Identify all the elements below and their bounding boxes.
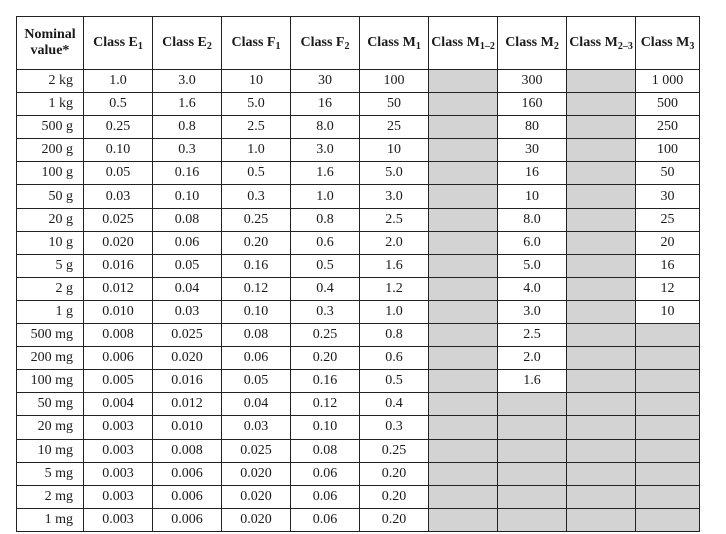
table-cell: 10 xyxy=(498,185,567,208)
table-cell: 0.10 xyxy=(222,300,291,323)
table-cell: 20 xyxy=(636,231,700,254)
shaded-empty-cell xyxy=(429,439,498,462)
table-cell: 1 000 xyxy=(636,70,700,93)
shaded-empty-cell xyxy=(429,254,498,277)
column-header-label: Nominal value* xyxy=(24,27,76,58)
column-header-label: Class E xyxy=(162,35,207,50)
table-row xyxy=(17,139,700,162)
table-cell: 0.008 xyxy=(84,324,153,347)
nominal-value-cell: 100 g xyxy=(17,162,84,185)
shaded-empty-cell xyxy=(498,393,567,416)
table-row xyxy=(17,93,700,116)
table-cell: 16 xyxy=(498,162,567,185)
column-header-class xyxy=(360,17,429,70)
table-cell: 0.20 xyxy=(360,508,429,531)
shaded-empty-cell xyxy=(567,462,636,485)
nominal-value-cell: 500 g xyxy=(17,116,84,139)
table-cell: 0.16 xyxy=(153,162,222,185)
shaded-empty-cell xyxy=(429,347,498,370)
nominal-value-cell: 500 mg xyxy=(17,324,84,347)
shaded-empty-cell xyxy=(429,370,498,393)
table-cell: 8.0 xyxy=(291,116,360,139)
table-cell: 0.4 xyxy=(291,277,360,300)
table-cell: 0.10 xyxy=(153,185,222,208)
table-cell: 2.0 xyxy=(360,231,429,254)
column-header-subscript: 2 xyxy=(206,41,212,52)
shaded-empty-cell xyxy=(429,93,498,116)
column-header-class xyxy=(429,17,498,70)
table-row xyxy=(17,116,700,139)
table-cell: 0.20 xyxy=(222,231,291,254)
shaded-empty-cell xyxy=(429,485,498,508)
table-cell: 1.0 xyxy=(360,300,429,323)
shaded-empty-cell xyxy=(567,139,636,162)
table-row xyxy=(17,393,700,416)
shaded-empty-cell xyxy=(429,508,498,531)
table-cell: 10 xyxy=(360,139,429,162)
nominal-value-cell: 2 g xyxy=(17,277,84,300)
table-wrapper xyxy=(16,16,700,532)
shaded-empty-cell xyxy=(567,254,636,277)
table-cell: 0.08 xyxy=(222,324,291,347)
table-cell: 0.5 xyxy=(84,93,153,116)
table-cell: 30 xyxy=(291,70,360,93)
nominal-value-cell: 1 kg xyxy=(17,93,84,116)
table-row xyxy=(17,439,700,462)
shaded-empty-cell xyxy=(429,324,498,347)
table-cell: 10 xyxy=(222,70,291,93)
table-cell: 5.0 xyxy=(222,93,291,116)
column-header-class xyxy=(498,17,567,70)
table-cell: 2.5 xyxy=(222,116,291,139)
table-cell: 0.03 xyxy=(84,185,153,208)
column-header-class xyxy=(636,17,700,70)
table-cell: 0.020 xyxy=(222,485,291,508)
table-cell: 0.08 xyxy=(291,439,360,462)
table-cell: 4.0 xyxy=(498,277,567,300)
table-cell: 0.025 xyxy=(153,324,222,347)
table-cell: 12 xyxy=(636,277,700,300)
table-cell: 6.0 xyxy=(498,231,567,254)
shaded-empty-cell xyxy=(567,93,636,116)
table-cell: 8.0 xyxy=(498,208,567,231)
table-cell: 0.04 xyxy=(153,277,222,300)
shaded-empty-cell xyxy=(567,393,636,416)
table-cell: 80 xyxy=(498,116,567,139)
nominal-value-cell: 1 g xyxy=(17,300,84,323)
table-header xyxy=(17,17,700,70)
shaded-empty-cell xyxy=(636,393,700,416)
column-header-subscript: 3 xyxy=(689,41,695,52)
shaded-empty-cell xyxy=(567,116,636,139)
column-header-label: Class E xyxy=(93,35,138,50)
table-cell: 0.025 xyxy=(222,439,291,462)
shaded-empty-cell xyxy=(636,324,700,347)
table-cell: 0.006 xyxy=(84,347,153,370)
table-row xyxy=(17,208,700,231)
table-cell: 250 xyxy=(636,116,700,139)
column-header-label: Class M xyxy=(505,35,554,50)
shaded-empty-cell xyxy=(567,185,636,208)
table-row xyxy=(17,231,700,254)
table-row xyxy=(17,254,700,277)
table-cell: 100 xyxy=(360,70,429,93)
table-cell: 0.5 xyxy=(222,162,291,185)
nominal-value-cell: 200 g xyxy=(17,139,84,162)
table-cell: 0.06 xyxy=(153,231,222,254)
shaded-empty-cell xyxy=(429,185,498,208)
table-cell: 3.0 xyxy=(291,139,360,162)
column-header-subscript: 1 xyxy=(415,41,421,52)
shaded-empty-cell xyxy=(567,347,636,370)
table-cell: 0.3 xyxy=(291,300,360,323)
table-cell: 0.06 xyxy=(291,462,360,485)
table-cell: 1.0 xyxy=(84,70,153,93)
table-cell: 50 xyxy=(360,93,429,116)
shaded-empty-cell xyxy=(636,416,700,439)
table-cell: 10 xyxy=(636,300,700,323)
table-cell: 0.003 xyxy=(84,462,153,485)
column-header-subscript: 2 xyxy=(553,41,559,52)
table-cell: 0.05 xyxy=(84,162,153,185)
table-cell: 300 xyxy=(498,70,567,93)
table-cell: 0.5 xyxy=(360,370,429,393)
table-cell: 0.006 xyxy=(153,462,222,485)
table-cell: 16 xyxy=(291,93,360,116)
table-cell: 0.06 xyxy=(291,508,360,531)
table-cell: 0.12 xyxy=(222,277,291,300)
table-cell: 0.06 xyxy=(222,347,291,370)
shaded-empty-cell xyxy=(429,208,498,231)
nominal-value-cell: 5 mg xyxy=(17,462,84,485)
shaded-empty-cell xyxy=(498,462,567,485)
table-cell: 1.2 xyxy=(360,277,429,300)
column-header-label: Class M xyxy=(431,35,480,50)
column-header-label: Class F xyxy=(300,35,345,50)
table-cell: 0.005 xyxy=(84,370,153,393)
shaded-empty-cell xyxy=(429,393,498,416)
table-cell: 5.0 xyxy=(498,254,567,277)
table-cell: 0.008 xyxy=(153,439,222,462)
table-cell: 0.08 xyxy=(153,208,222,231)
shaded-empty-cell xyxy=(567,300,636,323)
table-cell: 0.3 xyxy=(222,185,291,208)
table-cell: 0.3 xyxy=(153,139,222,162)
table-cell: 16 xyxy=(636,254,700,277)
table-cell: 30 xyxy=(636,185,700,208)
table-cell: 0.003 xyxy=(84,439,153,462)
shaded-empty-cell xyxy=(567,485,636,508)
table-cell: 25 xyxy=(636,208,700,231)
table-cell: 1.6 xyxy=(498,370,567,393)
shaded-empty-cell xyxy=(429,116,498,139)
column-header-subscript: 2–3 xyxy=(617,41,633,52)
nominal-value-cell: 20 mg xyxy=(17,416,84,439)
table-cell: 0.3 xyxy=(360,416,429,439)
table-cell: 0.012 xyxy=(153,393,222,416)
table-cell: 0.016 xyxy=(84,254,153,277)
table-cell: 0.010 xyxy=(84,300,153,323)
table-cell: 0.05 xyxy=(153,254,222,277)
table-cell: 0.20 xyxy=(360,462,429,485)
table-row xyxy=(17,416,700,439)
shaded-empty-cell xyxy=(567,416,636,439)
shaded-empty-cell xyxy=(636,370,700,393)
shaded-empty-cell xyxy=(498,508,567,531)
table-cell: 0.020 xyxy=(222,508,291,531)
table-cell: 30 xyxy=(498,139,567,162)
shaded-empty-cell xyxy=(636,439,700,462)
table-cell: 0.8 xyxy=(153,116,222,139)
shaded-empty-cell xyxy=(429,277,498,300)
shaded-empty-cell xyxy=(429,300,498,323)
column-header-nominal-value xyxy=(17,17,84,70)
table-cell: 1.0 xyxy=(222,139,291,162)
table-cell: 0.25 xyxy=(360,439,429,462)
table-cell: 0.6 xyxy=(291,231,360,254)
table-cell: 1.6 xyxy=(153,93,222,116)
table-row xyxy=(17,347,700,370)
table-cell: 2.5 xyxy=(498,324,567,347)
shaded-empty-cell xyxy=(567,370,636,393)
shaded-empty-cell xyxy=(567,324,636,347)
table-cell: 0.20 xyxy=(291,347,360,370)
column-header-class xyxy=(153,17,222,70)
column-header-class xyxy=(291,17,360,70)
shaded-empty-cell xyxy=(567,277,636,300)
shaded-empty-cell xyxy=(429,162,498,185)
table-cell: 100 xyxy=(636,139,700,162)
nominal-value-cell: 5 g xyxy=(17,254,84,277)
table-cell: 0.6 xyxy=(360,347,429,370)
table-row xyxy=(17,485,700,508)
table-cell: 50 xyxy=(636,162,700,185)
shaded-empty-cell xyxy=(636,347,700,370)
shaded-empty-cell xyxy=(429,416,498,439)
shaded-empty-cell xyxy=(567,508,636,531)
table-cell: 0.10 xyxy=(84,139,153,162)
header-row xyxy=(17,17,700,70)
table-cell: 3.0 xyxy=(360,185,429,208)
table-body xyxy=(17,70,700,532)
shaded-empty-cell xyxy=(498,485,567,508)
nominal-value-cell: 20 g xyxy=(17,208,84,231)
table-cell: 0.04 xyxy=(222,393,291,416)
table-cell: 0.05 xyxy=(222,370,291,393)
shaded-empty-cell xyxy=(429,231,498,254)
table-cell: 0.016 xyxy=(153,370,222,393)
tolerance-table xyxy=(16,16,700,532)
column-header-label: Class M xyxy=(569,35,618,50)
table-cell: 0.5 xyxy=(291,254,360,277)
nominal-value-cell: 10 mg xyxy=(17,439,84,462)
table-row xyxy=(17,370,700,393)
table-row xyxy=(17,300,700,323)
table-cell: 0.003 xyxy=(84,508,153,531)
table-cell: 0.006 xyxy=(153,508,222,531)
shaded-empty-cell xyxy=(429,462,498,485)
shaded-empty-cell xyxy=(567,439,636,462)
nominal-value-cell: 1 mg xyxy=(17,508,84,531)
table-cell: 0.25 xyxy=(291,324,360,347)
table-row xyxy=(17,70,700,93)
nominal-value-cell: 100 mg xyxy=(17,370,84,393)
table-cell: 0.006 xyxy=(153,485,222,508)
column-header-class xyxy=(84,17,153,70)
table-cell: 0.012 xyxy=(84,277,153,300)
table-cell: 500 xyxy=(636,93,700,116)
column-header-subscript: 1 xyxy=(275,41,281,52)
column-header-class xyxy=(567,17,636,70)
table-cell: 0.020 xyxy=(84,231,153,254)
table-row xyxy=(17,277,700,300)
column-header-subscript: 2 xyxy=(344,41,350,52)
nominal-value-cell: 50 mg xyxy=(17,393,84,416)
table-cell: 0.12 xyxy=(291,393,360,416)
table-cell: 0.025 xyxy=(84,208,153,231)
column-header-label: Class F xyxy=(231,35,276,50)
table-cell: 0.003 xyxy=(84,485,153,508)
table-cell: 0.03 xyxy=(153,300,222,323)
table-cell: 1.0 xyxy=(291,185,360,208)
table-cell: 160 xyxy=(498,93,567,116)
nominal-value-cell: 10 g xyxy=(17,231,84,254)
table-cell: 0.004 xyxy=(84,393,153,416)
table-cell: 0.16 xyxy=(291,370,360,393)
table-cell: 1.6 xyxy=(360,254,429,277)
table-row xyxy=(17,508,700,531)
column-header-label: Class M xyxy=(367,35,416,50)
table-row xyxy=(17,324,700,347)
table-cell: 2.0 xyxy=(498,347,567,370)
table-cell: 0.4 xyxy=(360,393,429,416)
table-cell: 0.8 xyxy=(360,324,429,347)
column-header-subscript: 1–2 xyxy=(479,41,495,52)
table-row xyxy=(17,185,700,208)
table-cell: 0.25 xyxy=(84,116,153,139)
table-cell: 0.20 xyxy=(360,485,429,508)
column-header-label: Class M xyxy=(640,35,690,50)
shaded-empty-cell xyxy=(429,139,498,162)
nominal-value-cell: 50 g xyxy=(17,185,84,208)
shaded-empty-cell xyxy=(567,231,636,254)
column-header-subscript: 1 xyxy=(137,41,143,52)
shaded-empty-cell xyxy=(567,208,636,231)
table-cell: 2.5 xyxy=(360,208,429,231)
shaded-empty-cell xyxy=(498,416,567,439)
table-cell: 0.020 xyxy=(153,347,222,370)
table-cell: 1.6 xyxy=(291,162,360,185)
table-cell: 0.8 xyxy=(291,208,360,231)
nominal-value-cell: 2 kg xyxy=(17,70,84,93)
table-cell: 0.003 xyxy=(84,416,153,439)
shaded-empty-cell xyxy=(567,162,636,185)
table-cell: 0.25 xyxy=(222,208,291,231)
table-row xyxy=(17,462,700,485)
table-cell: 3.0 xyxy=(498,300,567,323)
shaded-empty-cell xyxy=(636,485,700,508)
nominal-value-cell: 200 mg xyxy=(17,347,84,370)
shaded-empty-cell xyxy=(636,462,700,485)
table-cell: 0.03 xyxy=(222,416,291,439)
shaded-empty-cell xyxy=(498,439,567,462)
table-cell: 0.010 xyxy=(153,416,222,439)
nominal-value-cell: 2 mg xyxy=(17,485,84,508)
table-cell: 0.16 xyxy=(222,254,291,277)
table-cell: 0.10 xyxy=(291,416,360,439)
table-cell: 3.0 xyxy=(153,70,222,93)
shaded-empty-cell xyxy=(429,70,498,93)
table-cell: 25 xyxy=(360,116,429,139)
column-header-class xyxy=(222,17,291,70)
table-cell: 0.020 xyxy=(222,462,291,485)
table-cell: 0.06 xyxy=(291,485,360,508)
table-row xyxy=(17,162,700,185)
table-cell: 5.0 xyxy=(360,162,429,185)
shaded-empty-cell xyxy=(567,70,636,93)
shaded-empty-cell xyxy=(636,508,700,531)
